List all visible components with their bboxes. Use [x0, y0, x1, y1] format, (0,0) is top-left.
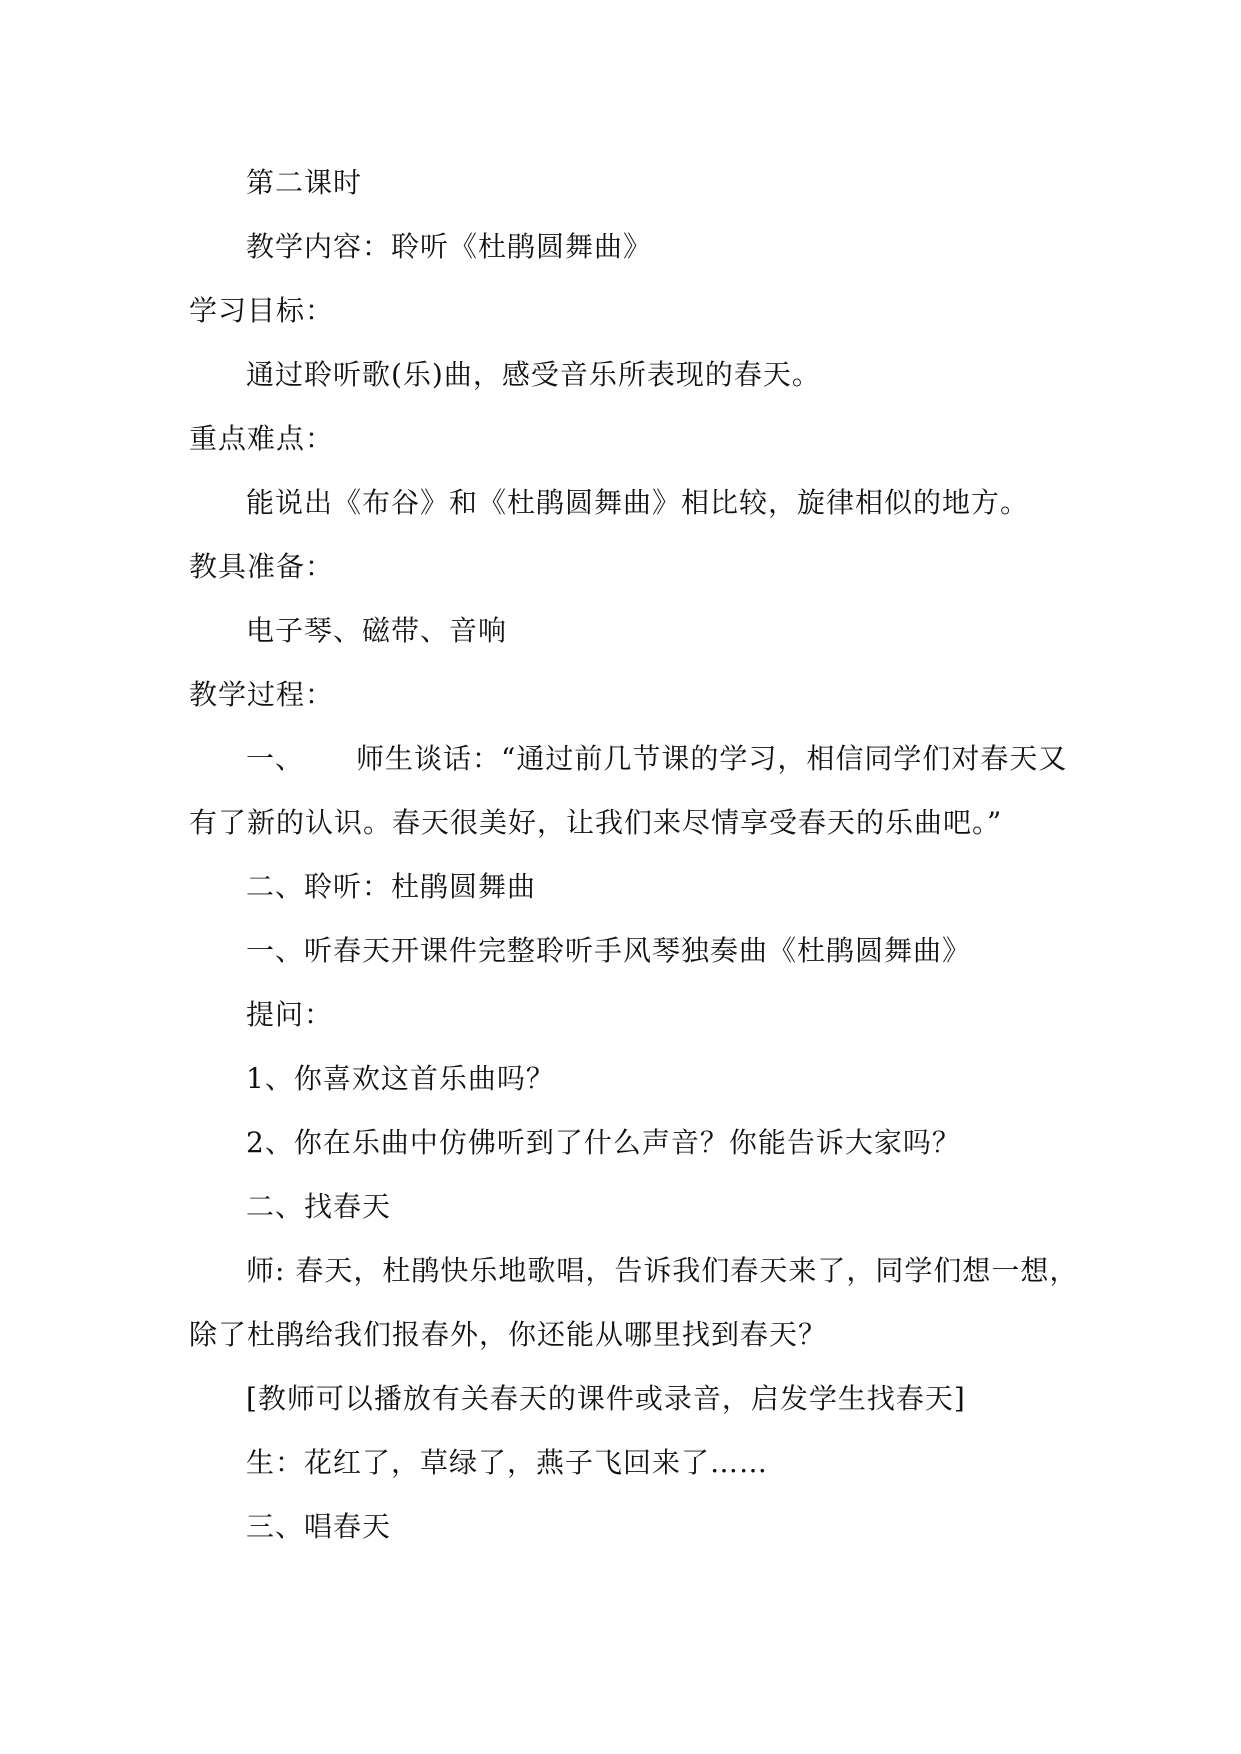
question-label: 提问：: [246, 998, 334, 1031]
listen-step: 一、听春天开课件完整聆听手风琴独奏曲《杜鹃圆舞曲》: [246, 934, 972, 967]
section-label-objectives: 学习目标：: [189, 294, 335, 327]
process-step-2: 二、聆听：杜鹃圆舞曲: [246, 870, 537, 903]
question-2: 2、你在乐曲中仿佛听到了什么声音？你能告诉大家吗？: [246, 1126, 961, 1159]
teaching-content: 教学内容：聆听《杜鹃圆舞曲》: [246, 230, 653, 263]
process-step-1: [246, 741, 1069, 777]
step-number: 一、: [246, 742, 305, 775]
teacher-line: 师: 春天，杜鹃快乐地歌唱，告诉我们春天来了，同学们想一想，: [246, 1254, 1079, 1287]
process-step-1-continued: 有了新的认识。春天很美好，让我们来尽情享受春天的乐曲吧。”: [189, 806, 1003, 839]
question-1: 1、你喜欢这首乐曲吗？: [246, 1062, 555, 1095]
sing-spring-heading: 三、唱春天: [246, 1510, 392, 1543]
objectives-text: 通过聆听歌(乐)曲，感受音乐所表现的春天。: [246, 358, 821, 391]
student-line: 生：花红了，草绿了，燕子飞回来了……: [246, 1446, 769, 1479]
section-label-materials: 教具准备：: [189, 550, 335, 583]
teacher-line-continued: 除了杜鹃给我们报春外，你还能从哪里找到春天？: [189, 1318, 828, 1351]
section-label-key-points: 重点难点：: [189, 422, 335, 455]
step-text: 师生谈话：“通过前几节课的学习，相信同学们对春天又: [356, 742, 1068, 775]
materials-text: 电子琴、磁带、音响: [246, 614, 508, 647]
section-label-process: 教学过程：: [189, 678, 335, 711]
find-spring-heading: 二、找春天: [246, 1190, 392, 1223]
teacher-note: [教师可以播放有关春天的课件或录音，启发学生找春天]: [246, 1382, 966, 1415]
lesson-heading: 第二课时: [246, 166, 363, 199]
key-points-text: 能说出《布谷》和《杜鹃圆舞曲》相比较，旋律相似的地方。: [246, 486, 1030, 519]
